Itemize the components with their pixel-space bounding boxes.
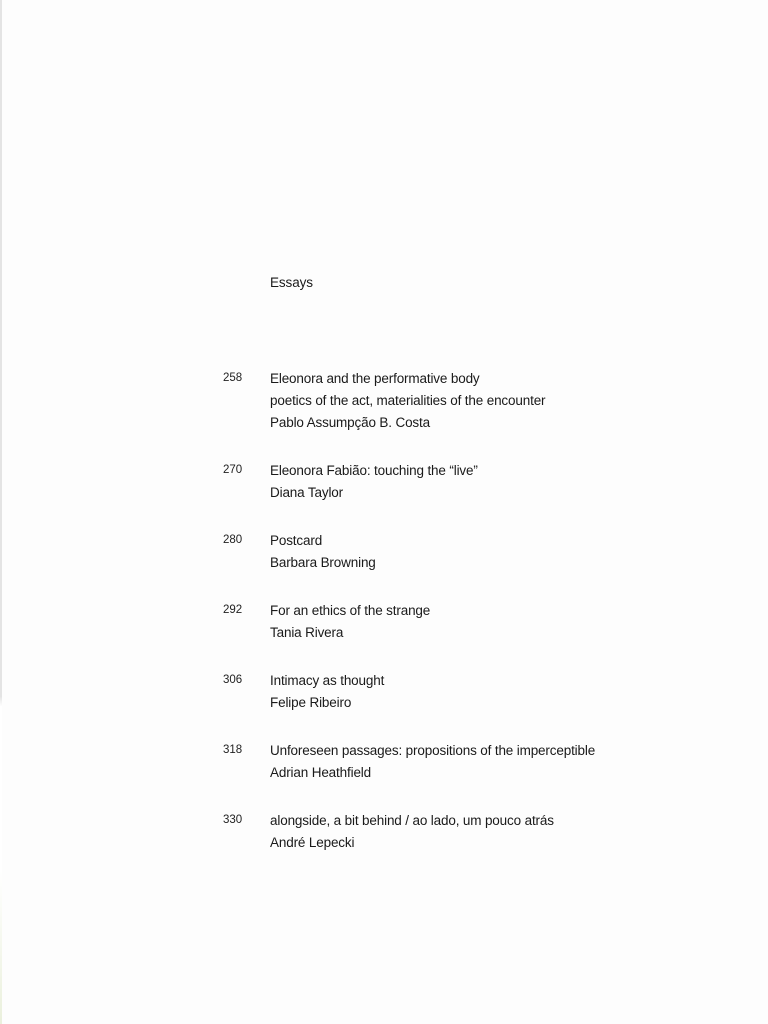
page-number: 306 [223,674,243,686]
essay-author: Diana Taylor [270,485,343,500]
entry-text [270,600,750,644]
essay-author: Pablo Assumpção B. Costa [270,415,430,430]
essay-title: Eleonora and the performative body [270,371,480,386]
essay-subtitle: poetics of the act, materialities of the encounter [270,393,546,408]
page-number: 330 [223,814,243,826]
essay-title: Postcard [270,533,323,548]
section-heading: Essays [270,275,313,290]
essay-author: Barbara Browning [270,555,376,570]
essay-title: Eleonora Fabião: touching the “live” [270,463,478,478]
essay-author: Tania Rivera [270,625,344,640]
page-number: 292 [223,604,243,616]
entry-text [270,530,750,574]
essay-title: alongside, a bit behind / ao lado, um pouco atrás [270,813,554,828]
entry-text [270,670,750,714]
entry-text [270,740,750,784]
essay-author: Felipe Ribeiro [270,695,352,710]
entry-text [270,368,750,434]
page-number: 318 [223,744,243,756]
page-number: 270 [223,464,243,476]
essay-title: For an ethics of the strange [270,603,431,618]
entry-text [270,460,750,504]
essay-author: André Lepecki [270,835,355,850]
essay-title: Intimacy as thought [270,673,385,688]
page-number: 280 [223,534,243,546]
page-number: 258 [223,372,243,384]
essay-author: Adrian Heathfield [270,765,372,780]
entry-text [270,810,750,854]
essay-title: Unforeseen passages: propositions of the imperceptible [270,743,596,758]
